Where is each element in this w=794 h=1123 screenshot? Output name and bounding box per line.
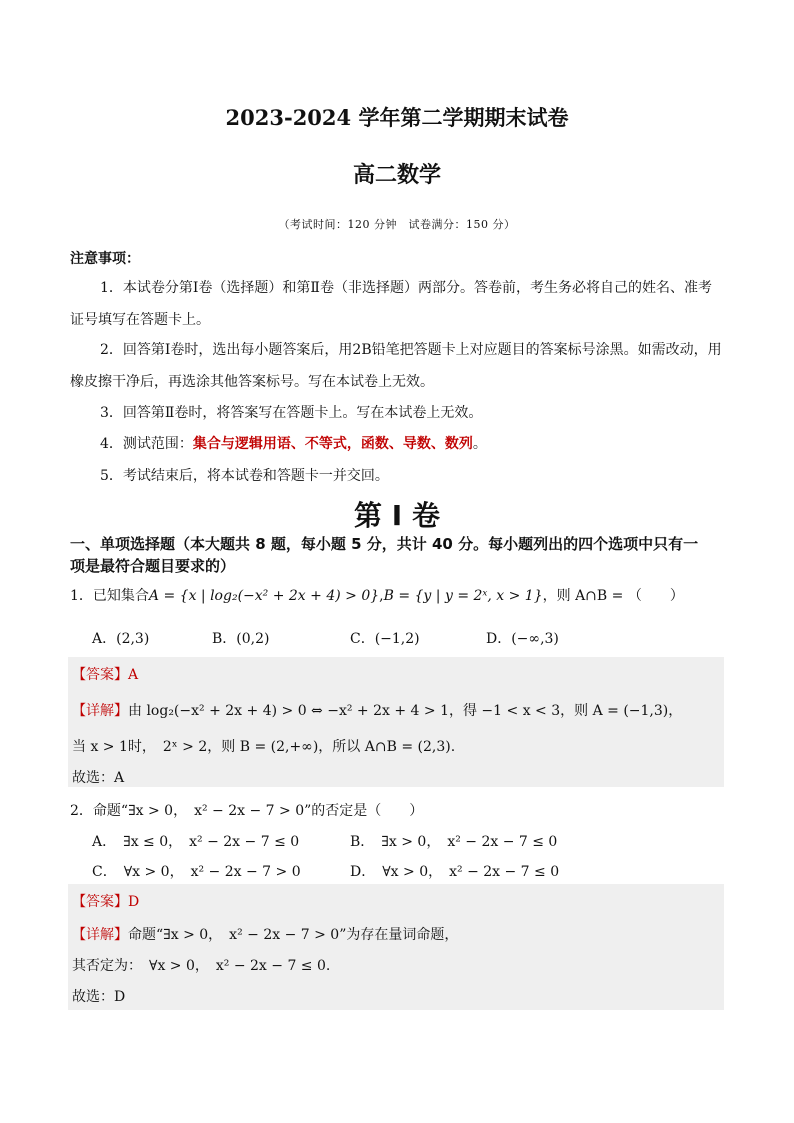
question-1-stem <box>70 585 684 605</box>
q2-explain-tag: 【详解】 <box>72 927 128 943</box>
section-1-line-1: 一、单项选择题（本大题共 8 题，每小题 5 分，共计 40 分。每小题列出的四个选项中只有一 <box>70 535 699 553</box>
question-2-stem: 2．命题“∃x > 0， x² − 2x − 7 > 0”的否定是（ ） <box>70 803 424 819</box>
q2-answer-tag: 【答案】 <box>72 894 128 910</box>
q2-explain-1: 命题“∃x > 0， x² − 2x − 7 > 0”为存在量词命题， <box>128 927 459 943</box>
q1-choice: 故选：A <box>72 770 125 786</box>
q2-explanation-line-2: 其否定为： ∀x > 0， x² − 2x − 7 ≤ 0. <box>72 958 331 974</box>
q2-answer <box>72 891 139 911</box>
note-3: 3．回答第Ⅱ卷时，将答案写在答题卡上。写在本试卷上无效。 <box>100 405 483 421</box>
note-4 <box>100 434 724 454</box>
q1-option-b: B．(0,2) <box>212 631 270 647</box>
q2-choice: 故选：D <box>72 989 126 1005</box>
q1-explanation-line-1 <box>72 700 682 720</box>
note-4-prefix: 4．测试范围： <box>100 436 193 452</box>
q1-answer-tag: 【答案】 <box>72 667 128 683</box>
q1-stem-suffix: ，则 A∩B = （ ） <box>542 588 684 604</box>
note-5: 5．考试结束后，将本试卷和答题卡一并交回。 <box>100 468 389 484</box>
q2-option-d: D． ∀x > 0， x² − 2x − 7 ≤ 0 <box>350 864 560 880</box>
section-1-line-2: 项是最符合题目要求的） <box>70 557 236 575</box>
q2-answer-block <box>68 884 724 1010</box>
subject-title: 高二数学 <box>352 163 441 188</box>
q1-answer <box>72 664 138 684</box>
q1-set-b: B = {y | y = 2ˣ, x > 1} <box>383 588 543 604</box>
q1-option-a: A．(2,3) <box>92 631 150 647</box>
q1-explanation-line-2: 当 x > 1时， 2ˣ > 2，则 B = (2,+∞)，所以 A∩B = (2,3). <box>72 739 456 755</box>
note-4-scope: 集合与逻辑用语、不等式，函数、导数、数列 <box>192 436 473 452</box>
q1-stem-prefix: 1．已知集合 <box>70 588 149 604</box>
note-4-suffix: 。 <box>472 436 487 452</box>
q1-answer-block <box>68 657 724 787</box>
exam-title: 2023-2024 学年第二学期期末试卷 <box>225 105 569 130</box>
q2-option-c: C． ∀x > 0， x² − 2x − 7 > 0 <box>92 864 301 880</box>
q1-option-c: C．(−1,2) <box>350 631 420 647</box>
q1-comma: , <box>379 588 384 604</box>
notes-heading: 注意事项： <box>70 251 140 267</box>
q1-explain-tag: 【详解】 <box>72 703 128 719</box>
q2-option-a: A． ∃x ≤ 0， x² − 2x − 7 ≤ 0 <box>92 834 300 850</box>
q1-set-a: A = {x | log₂(−x² + 2x + 4) > 0} <box>148 588 380 604</box>
q1-answer-value: A <box>128 667 139 683</box>
q2-explanation-line-1 <box>72 924 458 944</box>
note-1-line-1: 1．本试卷分第Ⅰ卷（选择题）和第Ⅱ卷（非选择题）两部分。答卷前，考生务必将自己的姓名、准考 <box>100 280 712 296</box>
note-2-line-1: 2．回答第Ⅰ卷时，选出每小题答案后，用2B铅笔把答题卡上对应题目的答案标号涂黑。如需改动，用 <box>100 342 722 358</box>
note-2-line-2: 橡皮擦干净后，再选涂其他答案标号。写在本试卷上无效。 <box>70 374 434 390</box>
volume-title: 第 I 卷 <box>354 499 440 532</box>
q1-explain-1: 由 log₂(−x² + 2x + 4) > 0 ⇔ −x² + 2x + 4 > 1，得 −1 < x < 3，则 A = (−1,3)， <box>128 703 683 719</box>
exam-info: （考试时间：120 分钟 试卷满分：150 分） <box>278 218 516 231</box>
q2-answer-value: D <box>128 894 140 910</box>
q2-option-b: B． ∃x > 0， x² − 2x − 7 ≤ 0 <box>350 834 558 850</box>
q1-option-d: D．(−∞,3) <box>486 631 559 647</box>
note-1-line-2: 证号填写在答题卡上。 <box>70 312 210 328</box>
